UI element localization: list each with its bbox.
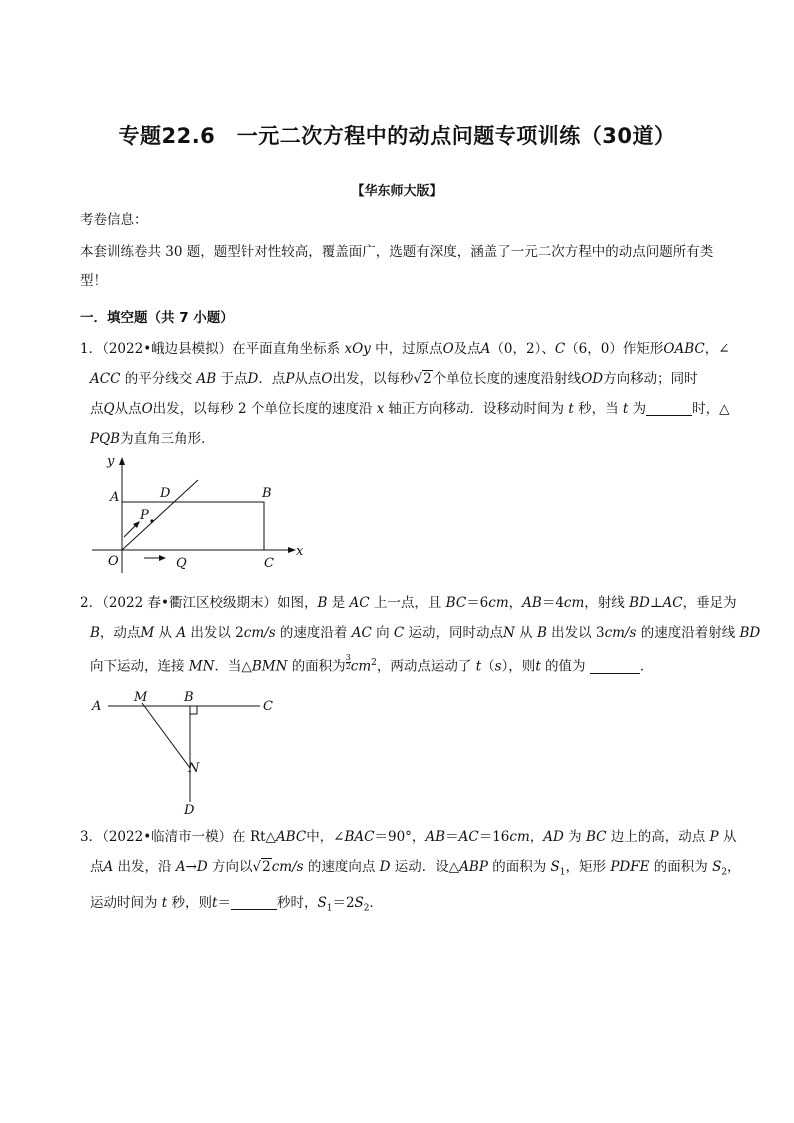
answer-blank-q3[interactable] <box>231 893 277 910</box>
label-b: B <box>262 486 272 501</box>
q2-line-3: 向下运动，连接 MN．当△BMN 的面积为 $\frac{3}{2}$ $cm^2$，两动点运动了 t（s），则t 的值为 ． <box>90 652 654 675</box>
y-axis-arrow-icon <box>119 457 125 465</box>
exam-info-label: 考卷信息： <box>80 212 148 228</box>
question-1 <box>80 334 730 454</box>
label-b: B <box>184 690 194 705</box>
arrow-q-icon <box>159 555 166 561</box>
q1-line-3: 点Q从点O出发，以每秒 2 个单位长度的速度沿 x 轴正方向移动．设移动时间为 t 秒，当 t 为 时，△ <box>90 401 730 417</box>
right-angle-mark <box>190 706 197 714</box>
q2-line-1: 2．（2022 春•衢江区校级期末）如图，B 是 AC 上一点，且 BC＝6cm，AB＝4cm，射线 BD⊥AC，垂足为 <box>80 595 737 611</box>
intro-line-2: 型！ <box>80 273 107 289</box>
answer-blank-q1[interactable] <box>646 399 692 416</box>
section-heading-fill-blank: 一．填空题（共 7 小题） <box>80 310 234 326</box>
edition-label: 【华东师大版】 <box>351 184 443 199</box>
sqrt-symbol: √2 <box>413 371 432 387</box>
label-c: C <box>264 556 274 571</box>
q3-line-3: 运动时间为 t 秒，则t＝ 秒时，$S_1=2S_2$． <box>90 894 384 914</box>
label-p: P <box>140 508 149 523</box>
label-d: D <box>184 803 195 818</box>
point-p-dot <box>150 519 153 522</box>
page-title: 专题22.6 一元二次方程中的动点问题专项训练（30道） <box>118 124 676 148</box>
q1-line-4: PQB为直角三角形． <box>90 431 215 447</box>
figure-q1-rectangle <box>80 455 320 580</box>
label-q: Q <box>176 556 187 571</box>
label-y: y <box>107 455 115 469</box>
x-axis-arrow-icon <box>288 547 296 553</box>
label-x: x <box>296 544 304 559</box>
question-2 <box>80 588 761 682</box>
sqrt-symbol: √2 <box>252 859 271 875</box>
figure-q2-lines <box>80 690 300 820</box>
label-d: D <box>160 486 171 501</box>
label-m: M <box>134 690 148 705</box>
q1-line-2: ACC 的平分线交 AB 于点D．点P从点O出发，以每秒√2个单位长度的速度沿射线OD方向移动；同时 <box>80 364 720 394</box>
label-o: O <box>108 554 119 569</box>
question-3 <box>80 822 741 923</box>
q1-line-1: 1．（2022•峨边县模拟）在平面直角坐标系 xOy 中，过原点O及点A（0，2）、C（6，0）作矩形OABC，∠ <box>80 341 730 357</box>
fraction-3-over-2: $\frac{3}{2}$ <box>345 652 351 671</box>
label-a: A <box>110 490 120 505</box>
label-n: N <box>188 761 200 776</box>
label-a: A <box>92 699 102 714</box>
q2-line-2: B，动点M 从 A 出发以 2cm/s 的速度沿着 AC 向 C 运动，同时动点N 从 B 出发以 3cm/s 的速度沿着射线 BD <box>90 625 761 641</box>
intro-line-1: 本套训练卷共 30 题，题型针对性较高，覆盖面广，选题有深度，涵盖了一元二次方程中的动点问题所有类 <box>80 244 714 260</box>
segment-mn <box>142 703 190 768</box>
q3-line-2: 点A 出发，沿 A→D 方向以√2cm/s 的速度向点 D 运动．设△ABP 的面积为 $S_1$，矩形 PDFE 的面积为 $S_2$， <box>80 852 720 888</box>
label-c: C <box>263 699 273 714</box>
q3-line-1: 3．（2022•临清市一模）在 Rt△ABC中，∠BAC＝90°，AB＝AC＝16cm，AD 为 BC 边上的高，动点 P 从 <box>80 829 737 845</box>
answer-blank-q2[interactable] <box>590 657 640 674</box>
